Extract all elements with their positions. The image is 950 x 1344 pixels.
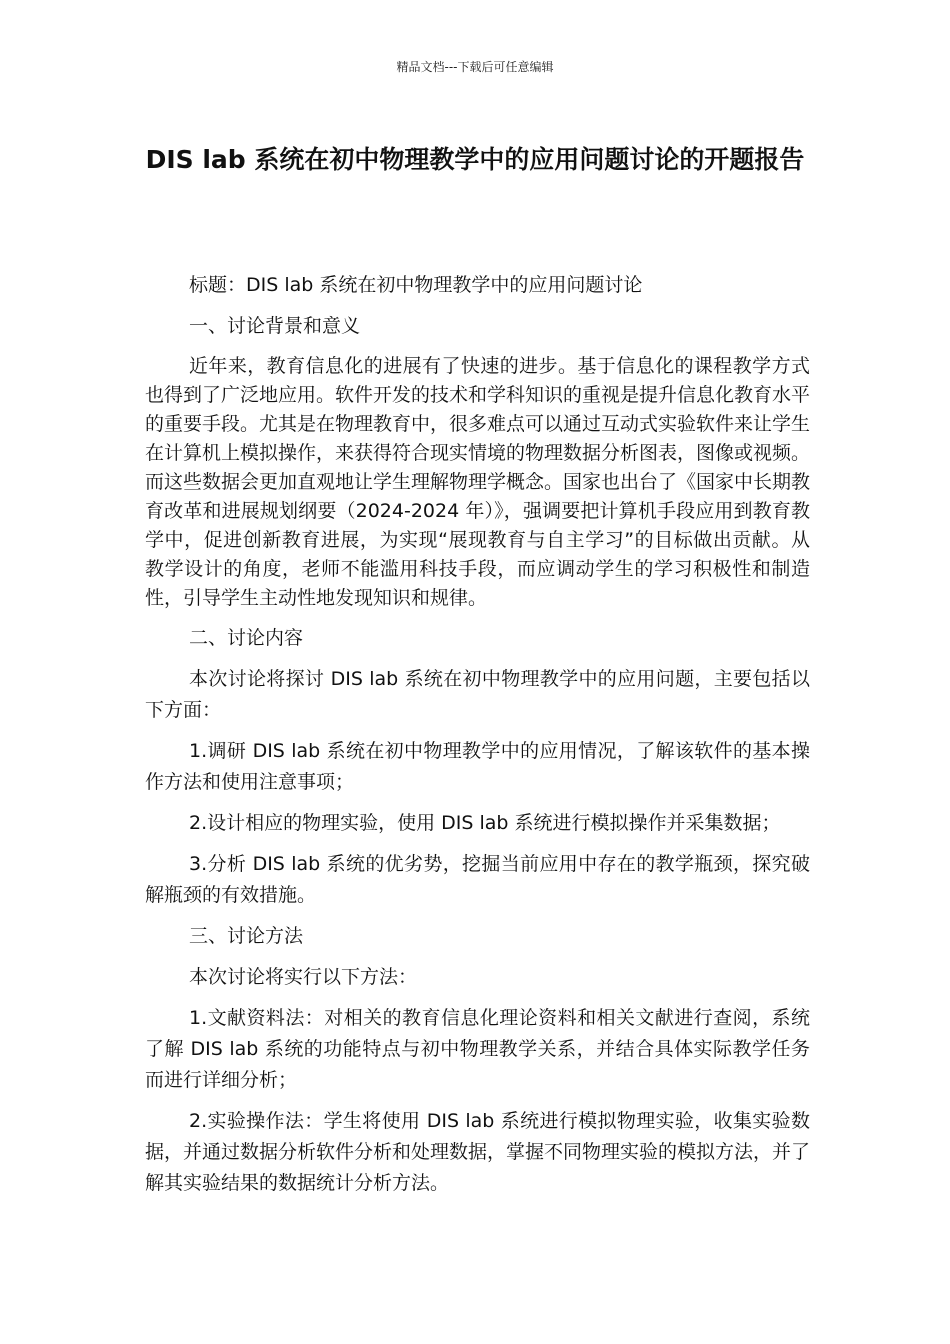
document-body	[145, 270, 810, 1209]
content-item-1: 1.调研 DIS lab 系统在初中物理教学中的应用情况，了解该软件的基本操作方法和使用注意事项；	[145, 740, 810, 793]
methods-intro-paragraph: 本次讨论将实行以下方法：	[189, 966, 418, 988]
header-note: 精品文档---下载后可任意编辑	[396, 60, 554, 74]
content-intro-paragraph: 本次讨论将探讨 DIS lab 系统在初中物理教学中的应用问题，主要包括以下方面：	[145, 668, 810, 721]
method-item-2: 2.实验操作法：学生将使用 DIS lab 系统进行模拟物理实验，收集实验数据，并通过数据分析软件分析和处理数据，掌握不同物理实验的模拟方法，并了解其实验结果的数据统计分析方法。	[145, 1110, 811, 1194]
document-title: DIS lab 系统在初中物理教学中的应用问题讨论的开题报告	[145, 145, 805, 174]
subject-line: 标题：DIS lab 系统在初中物理教学中的应用问题讨论	[189, 274, 643, 296]
section-heading-content: 二、讨论内容	[189, 627, 304, 649]
method-item-1: 1.文献资料法：对相关的教育信息化理论资料和相关文献进行查阅，系统了解 DIS lab 系统的功能特点与初中物理教学关系，并结合具体实际教学任务而进行详细分析；	[145, 1007, 810, 1091]
background-paragraph: 近年来，教育信息化的进展有了快速的进步。基于信息化的课程教学方式也得到了广泛地应用。软件开发的技术和学科知识的重视是提升信息化教育水平的重要手段。尤其是在物理教育中，很多难点可以通过互动式实验软件来让学生在计算机上模拟操作，来获得符合现实情境的物理数据分析图表，图像或视频。而这些数据会更加直观地让学生理解物理学概念。国家也出台了《国家中长期教育改革和进展规划纲要（2024-2024 年）》，强调要把计算机手段应用到教育教学中，促进创新教育进展，为实现“展现教育与自主学习”的目标做出贡献。从教学设计的角度，老师不能滥用科技手段，而应调动学生的学习积极性和制造性，引导学生主动性地发现知识和规律。	[145, 355, 811, 609]
content-item-3: 3.分析 DIS lab 系统的优劣势，挖掘当前应用中存在的教学瓶颈，探究破解瓶颈的有效措施。	[145, 853, 810, 906]
section-heading-background: 一、讨论背景和意义	[189, 315, 361, 337]
section-heading-methods: 三、讨论方法	[189, 925, 304, 947]
content-item-2: 2.设计相应的物理实验，使用 DIS lab 系统进行模拟操作并采集数据；	[189, 812, 781, 834]
